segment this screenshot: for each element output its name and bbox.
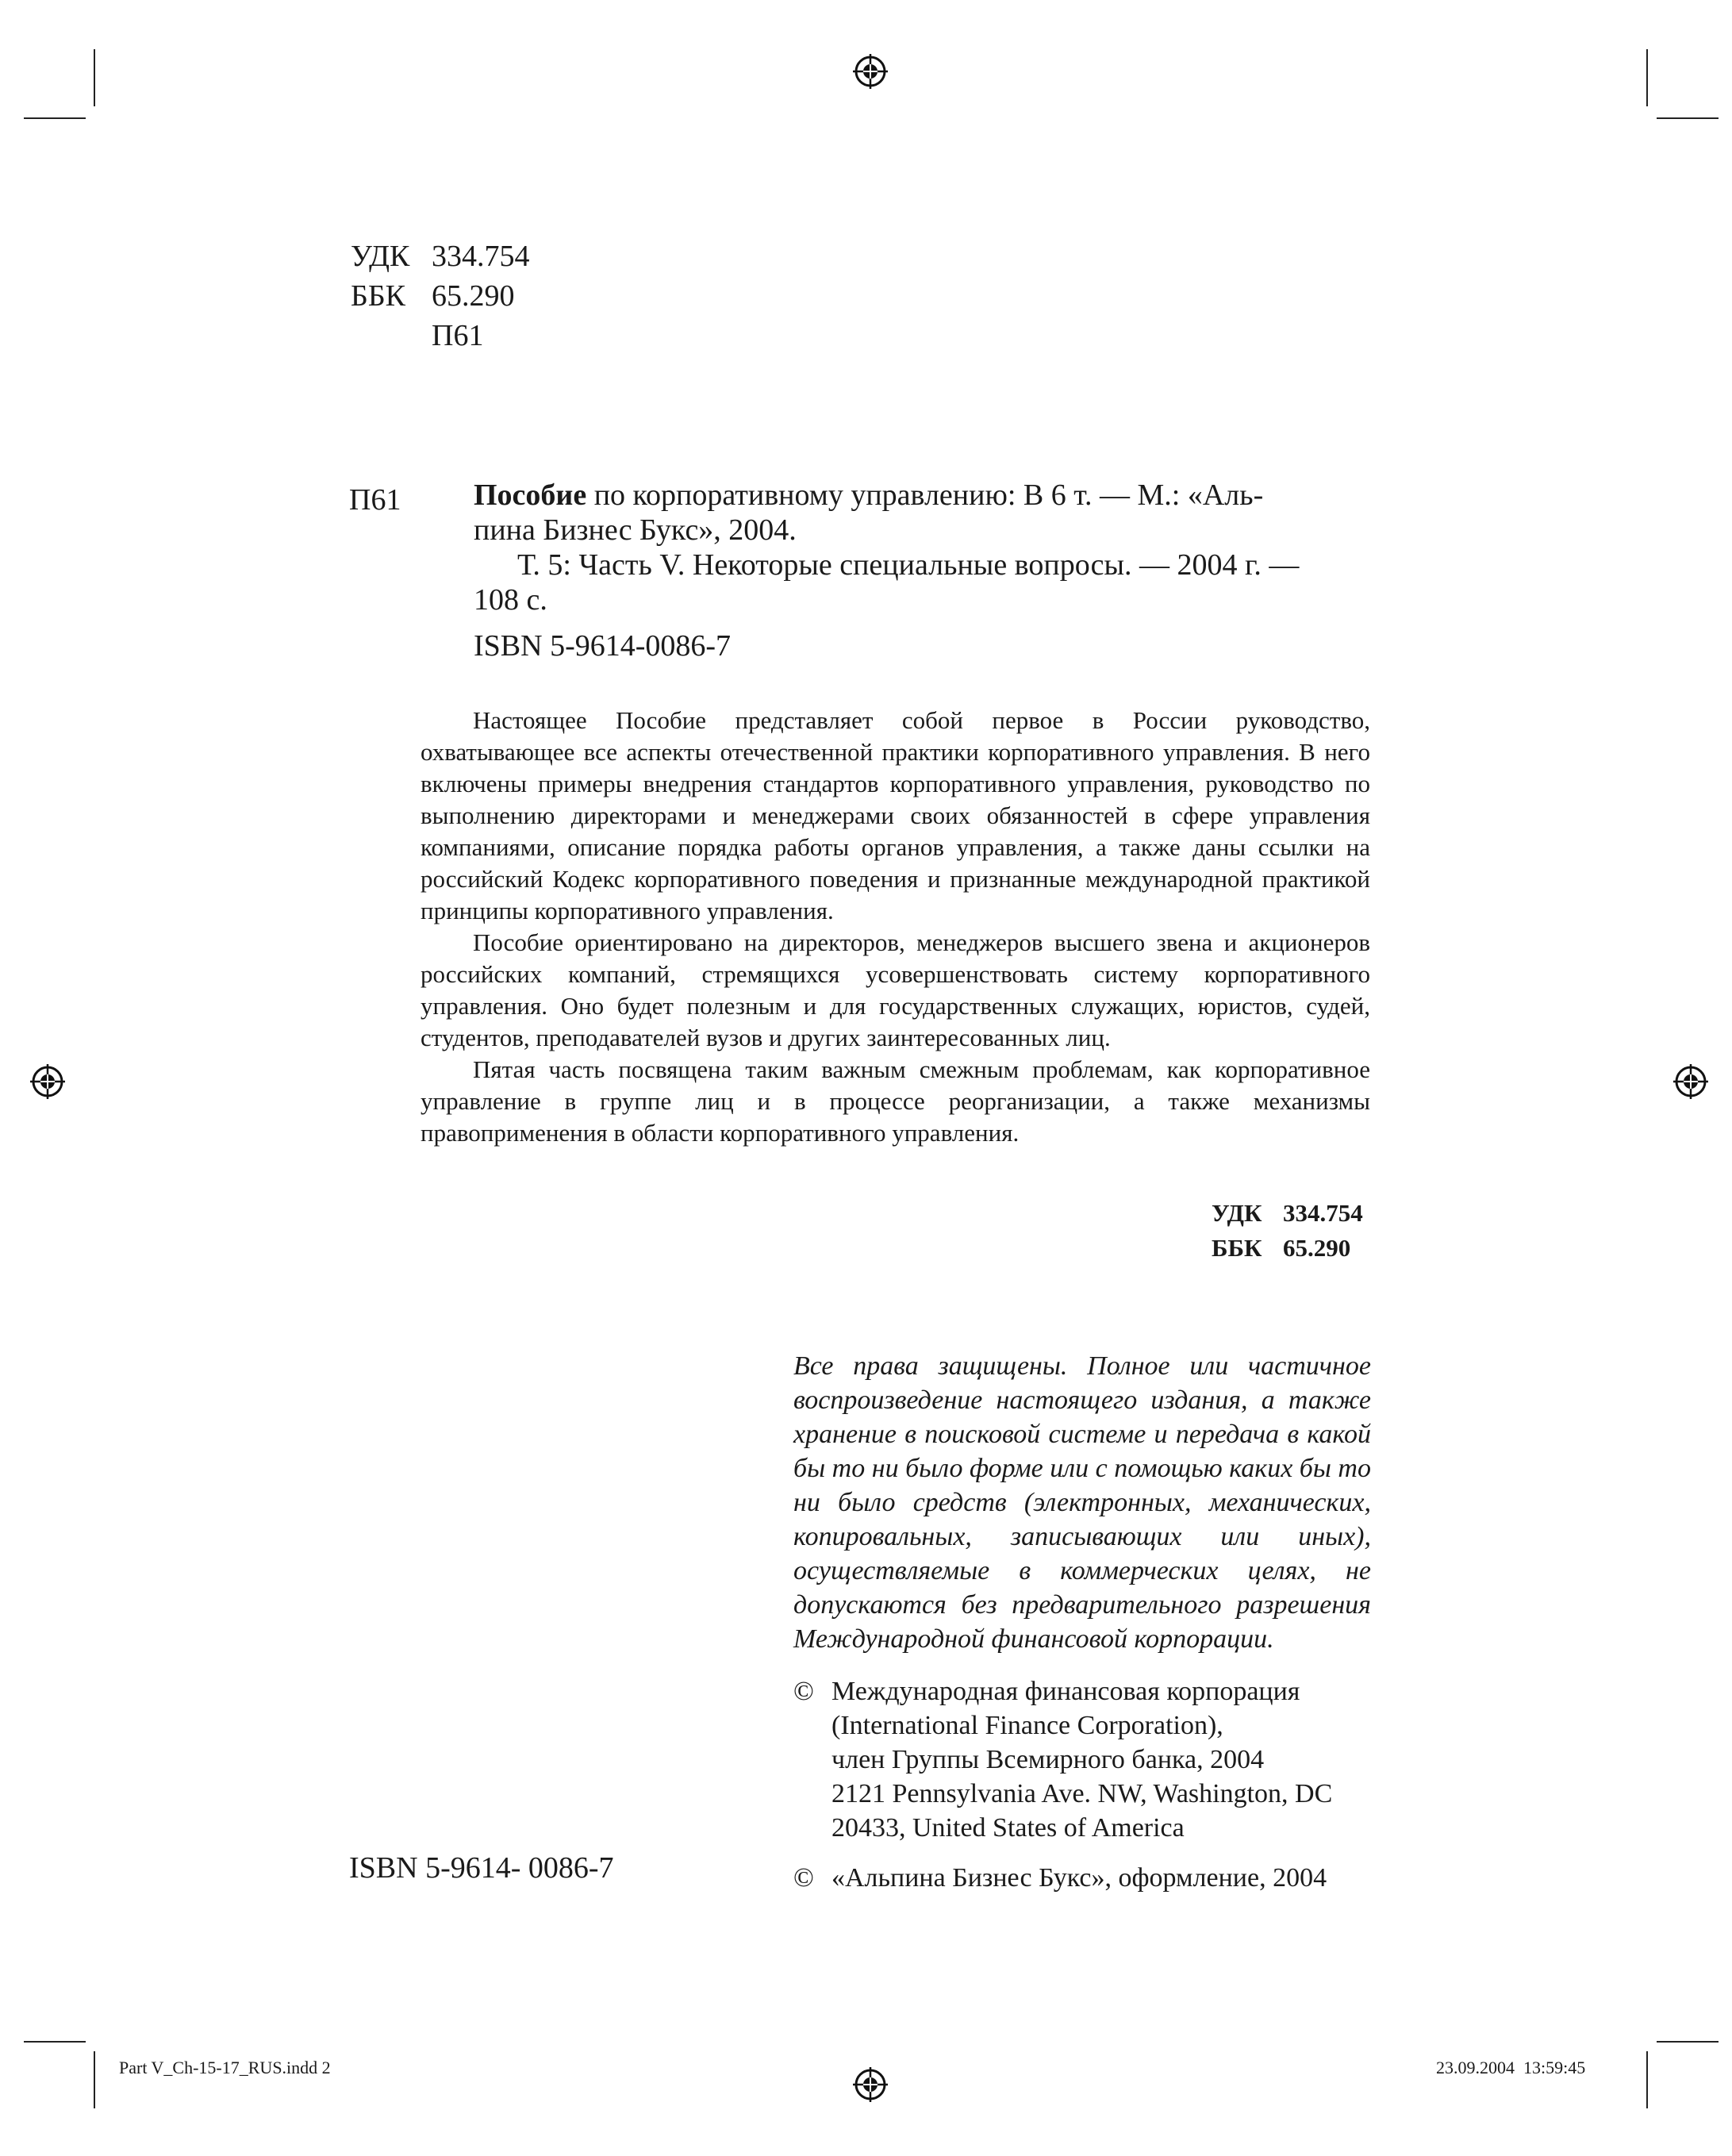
rights-notice-text: Все права защищены. Полное или частичное воспроизведение настоящего издания, а также хранение в поисковой системе и передача в какой бы то ни было форме или с помощью каких бы то ни было средств (электронных, механических, копировальных, записывающих или иных), осуществляемые в коммерческих целях, не допускаются без предварительного разрешения Международной финансовой корпорации. [793, 1351, 1371, 1654]
print-slug-file: Part V_Ch-15-17_RUS.indd 2 [119, 2058, 331, 2077]
bbk-label: ББК [351, 279, 405, 313]
crop-mark-top-left-vertical [94, 49, 95, 106]
crop-mark-bottom-right-vertical [1646, 2051, 1648, 2108]
classification-codes-top [351, 236, 530, 355]
crop-mark-top-left-horizontal [24, 117, 86, 119]
udk-line [351, 236, 530, 276]
udk-value: 334.754 [1283, 1199, 1363, 1227]
copyright-line: 20433, United States of America [831, 1813, 1185, 1843]
entry-isbn: ISBN 5-9614-0086-7 [474, 629, 732, 663]
entry-line-3: Т. 5: Часть V. Некоторые специальные вопросы. — 2004 г. — [517, 548, 1300, 582]
copyright-line: 2121 Pennsylvania Ave. NW, Washington, DC [831, 1779, 1333, 1808]
copyright-line: член Группы Всемирного банка, 2004 [831, 1745, 1265, 1774]
bbk-line [1212, 1231, 1363, 1266]
entry-line-1-rest: по корпоративному управлению: В 6 т. — М.: «Аль- [586, 478, 1264, 512]
udk-value: 334.754 [432, 240, 530, 273]
registration-mark-icon [1672, 1063, 1710, 1101]
copyright-publisher [793, 1861, 1396, 1895]
bbk-label: ББК [1212, 1234, 1262, 1262]
annotation [421, 705, 1370, 1149]
crop-mark-top-right-horizontal [1657, 117, 1719, 119]
copyright-ifc [793, 1674, 1396, 1845]
crop-mark-bottom-left-vertical [94, 2051, 95, 2108]
bbk-value: 65.290 [1283, 1234, 1351, 1262]
author-mark: П61 [432, 319, 484, 352]
entry-title: Пособие [474, 478, 587, 512]
crop-mark-top-right-vertical [1646, 49, 1648, 106]
entry-line-1 [474, 478, 1370, 513]
copyright-line: (International Finance Corporation), [831, 1711, 1223, 1740]
bibliographic-entry [474, 478, 1370, 663]
bbk-line [351, 276, 530, 316]
print-slug-date: 23.09.2004 [1436, 2058, 1515, 2077]
udk-line [1212, 1196, 1363, 1231]
annotation-paragraph: Пятая часть посвящена таким важным смежным проблемам, как корпоративное управление в группе лиц и в процессе реорганизации, а также механизмы правоприменения в области корпоративного управления. [421, 1055, 1370, 1147]
annotation-paragraph: Пособие ориентировано на директоров, менеджеров высшего звена и акционеров российских компаний, стремящихся усовершенствовать систему корпоративного управления. Оно будет полезным и для государственных служащих, юристов, судей, студентов, преподавателей вузов и других заинтересованных лиц. [421, 928, 1370, 1051]
copyright-line: «Альпина Бизнес Букс», оформление, 2004 [831, 1863, 1327, 1893]
registration-mark-icon [29, 1063, 67, 1101]
classification-codes-bottom [1212, 1196, 1363, 1266]
udk-label: УДК [1212, 1199, 1262, 1227]
bbk-value: 65.290 [432, 279, 515, 313]
rights-notice [793, 1349, 1371, 1656]
copyright-symbol: © [793, 1863, 814, 1893]
udk-label: УДК [351, 240, 410, 273]
entry-line-2: пина Бизнес Букс», 2004. [474, 513, 797, 547]
copyright-line: Международная финансовая корпорация [831, 1677, 1300, 1706]
author-mark-line [351, 316, 530, 355]
entry-line-4: 108 с. [474, 583, 547, 617]
registration-mark-icon [851, 52, 889, 90]
copyright-block [793, 1674, 1396, 1895]
print-slug-datetime [1436, 2058, 1585, 2078]
entry-author-mark: П61 [349, 483, 401, 517]
registration-mark-icon [851, 2066, 889, 2104]
crop-mark-bottom-right-horizontal [1657, 2041, 1719, 2043]
isbn-bottom: ISBN 5-9614- 0086-7 [349, 1851, 614, 1885]
copyright-symbol: © [793, 1677, 814, 1706]
annotation-paragraph: Настоящее Пособие представляет собой первое в России руководство, охватывающее все аспекты отечественной практики корпоративного управления. В него включены примеры внедрения стандартов корпоративного управления, руководство по выполнению директорами и менеджерами своих обязанностей в сфере управления компаниями, описание порядка работы органов управления, а также даны ссылки на российский Кодекс корпоративного поведения и признанные международной практикой принципы корпоративного управления. [421, 706, 1370, 924]
print-slug-time: 13:59:45 [1523, 2058, 1586, 2077]
crop-mark-bottom-left-horizontal [24, 2041, 86, 2043]
